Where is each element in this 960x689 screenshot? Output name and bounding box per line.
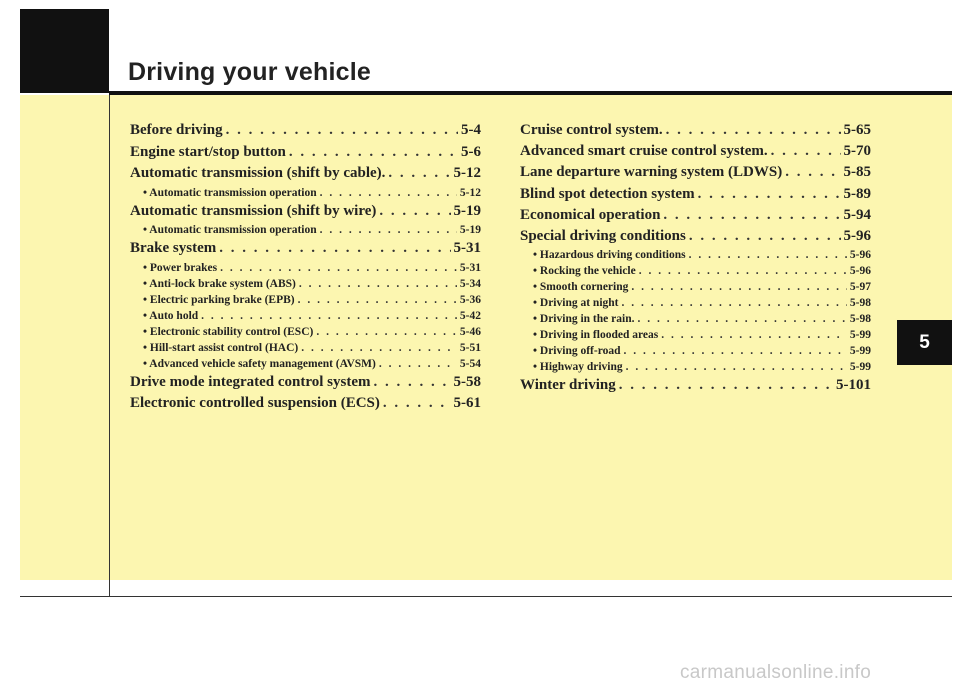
toc-label: Engine start/stop button bbox=[130, 143, 286, 160]
toc-label: • Driving off-road bbox=[533, 345, 621, 358]
toc-label: Electronic controlled suspension (ECS) bbox=[130, 395, 380, 411]
toc-subentry[interactable] bbox=[520, 313, 871, 329]
toc-subentry[interactable] bbox=[520, 265, 871, 281]
toc-page-number: 5-101 bbox=[836, 377, 871, 394]
toc-label: Lane departure warning system (LDWS) bbox=[520, 164, 783, 181]
toc-page-number: 5-12 bbox=[453, 165, 481, 181]
toc-subentry[interactable] bbox=[130, 262, 481, 278]
toc-label: Economical operation bbox=[520, 206, 661, 223]
toc-label: Special driving conditions bbox=[520, 227, 686, 244]
page-title: Driving your vehicle bbox=[128, 58, 371, 86]
toc-leader-dots bbox=[320, 224, 457, 236]
toc-page-number: 5-97 bbox=[849, 281, 871, 294]
toc-page-number: 5-19 bbox=[453, 202, 481, 219]
toc-leader-dots bbox=[320, 187, 457, 199]
toc-page-number: 5-12 bbox=[459, 186, 481, 199]
toc-label: Automatic transmission (shift by cable). bbox=[130, 165, 386, 181]
watermark: carmanualsonline.info bbox=[680, 662, 872, 683]
toc-leader-dots bbox=[637, 313, 846, 325]
toc-right-column bbox=[520, 122, 871, 398]
toc-label: Winter driving bbox=[520, 377, 616, 394]
toc-entry[interactable] bbox=[130, 203, 481, 225]
toc-entry[interactable] bbox=[130, 122, 481, 144]
toc-page-number: 5-4 bbox=[461, 122, 481, 138]
toc-page-number: 5-36 bbox=[459, 293, 481, 306]
toc-leader-dots bbox=[379, 203, 450, 220]
toc-label: • Advanced vehicle safety management (AVSM) bbox=[143, 357, 376, 370]
header-black-block bbox=[20, 9, 109, 93]
toc-page-number: 5-42 bbox=[459, 309, 481, 322]
toc-leader-dots bbox=[316, 326, 457, 338]
toc-leader-dots bbox=[301, 342, 457, 354]
toc-label: • Automatic transmission operation bbox=[143, 224, 317, 236]
toc-leader-dots bbox=[298, 294, 457, 306]
toc-entry[interactable] bbox=[520, 186, 871, 207]
toc-subentry[interactable] bbox=[130, 187, 481, 203]
toc-entry[interactable] bbox=[130, 240, 481, 262]
toc-subentry[interactable] bbox=[520, 329, 871, 345]
toc-page-number: 5-51 bbox=[459, 341, 481, 354]
toc-leader-dots bbox=[626, 361, 847, 373]
toc-label: Cruise control system. bbox=[520, 122, 663, 138]
toc-label: Before driving bbox=[130, 122, 223, 138]
toc-label: • Driving in flooded areas bbox=[533, 329, 659, 342]
toc-page-number: 5-58 bbox=[453, 373, 481, 390]
toc-label: Brake system bbox=[130, 240, 217, 256]
toc-page-number: 5-96 bbox=[849, 249, 871, 262]
toc-label: Blind spot detection system bbox=[520, 185, 695, 202]
toc-entry[interactable] bbox=[520, 207, 871, 228]
toc-label: • Highway driving bbox=[533, 361, 623, 374]
toc-page-number: 5-65 bbox=[843, 122, 871, 138]
chapter-tab[interactable]: 5 bbox=[897, 320, 952, 365]
toc-entry[interactable] bbox=[520, 377, 871, 398]
title-rule bbox=[109, 91, 952, 95]
toc-leader-dots bbox=[289, 144, 458, 161]
toc-subentry[interactable] bbox=[130, 224, 481, 240]
toc-leader-dots bbox=[220, 262, 457, 274]
toc-label: • Driving at night bbox=[533, 297, 619, 310]
toc-subentry[interactable] bbox=[130, 310, 481, 326]
toc-leader-dots bbox=[661, 329, 847, 341]
toc-label: • Rocking the vehicle bbox=[533, 265, 636, 278]
toc-leader-dots bbox=[388, 165, 450, 182]
toc-leader-dots bbox=[689, 228, 841, 245]
toc-label: • Auto hold bbox=[143, 309, 199, 322]
toc-label: • Smooth cornering bbox=[533, 281, 629, 294]
toc-entry[interactable] bbox=[130, 374, 481, 396]
toc-entry[interactable] bbox=[520, 122, 871, 143]
toc-label: • Electronic stability control (ESC) bbox=[143, 325, 314, 338]
toc-leader-dots bbox=[374, 374, 451, 391]
toc-entry[interactable] bbox=[520, 164, 871, 185]
toc-subentry[interactable] bbox=[520, 297, 871, 313]
toc-page-number: 5-34 bbox=[459, 277, 481, 290]
toc-leader-dots bbox=[226, 122, 458, 139]
toc-page-number: 5-96 bbox=[843, 227, 871, 244]
toc-page-number: 5-46 bbox=[459, 325, 481, 338]
toc-label: Automatic transmission (shift by wire) bbox=[130, 202, 377, 219]
toc-page-number: 5-31 bbox=[453, 240, 481, 256]
toc-page-number: 5-89 bbox=[843, 185, 871, 202]
toc-leader-dots bbox=[619, 377, 833, 394]
toc-subentry[interactable] bbox=[130, 326, 481, 342]
toc-leader-dots bbox=[689, 249, 847, 261]
toc-page-number: 5-99 bbox=[849, 345, 871, 358]
toc-page-number: 5-94 bbox=[843, 206, 871, 223]
toc-subentry[interactable] bbox=[130, 294, 481, 310]
toc-leader-dots bbox=[631, 281, 847, 293]
toc-leader-dots bbox=[771, 143, 841, 160]
toc-label: Drive mode integrated control system bbox=[130, 373, 371, 390]
margin-line bbox=[109, 95, 110, 597]
toc-entry[interactable] bbox=[520, 143, 871, 164]
toc-page-number: 5-70 bbox=[843, 143, 871, 160]
toc-page-number: 5-54 bbox=[459, 357, 481, 370]
toc-entry[interactable] bbox=[130, 395, 481, 417]
toc-page-number: 5-98 bbox=[849, 297, 871, 310]
toc-subentry[interactable] bbox=[520, 345, 871, 361]
toc-leader-dots bbox=[299, 278, 457, 290]
toc-leader-dots bbox=[219, 240, 450, 257]
toc-page-number: 5-96 bbox=[849, 265, 871, 278]
toc-leader-dots bbox=[698, 186, 841, 203]
toc-entry[interactable] bbox=[130, 165, 481, 187]
toc-leader-dots bbox=[379, 358, 457, 370]
toc-label: • Driving in the rain. bbox=[533, 313, 635, 326]
toc-entry[interactable] bbox=[130, 144, 481, 166]
toc-label: • Hill-start assist control (HAC) bbox=[143, 341, 299, 354]
toc-page-number: 5-85 bbox=[843, 164, 871, 181]
toc-subentry[interactable] bbox=[520, 361, 871, 377]
toc-label: Advanced smart cruise control system. bbox=[520, 143, 768, 160]
toc-page-number: 5-6 bbox=[461, 143, 481, 160]
toc-subentry[interactable] bbox=[520, 281, 871, 297]
toc-leader-dots bbox=[639, 265, 847, 277]
toc-label: • Automatic transmission operation bbox=[143, 186, 317, 199]
toc-page-number: 5-61 bbox=[453, 395, 481, 411]
toc-leader-dots bbox=[201, 310, 457, 322]
toc-leader-dots bbox=[622, 297, 847, 309]
toc-subentry[interactable] bbox=[130, 278, 481, 294]
toc-page-number: 5-98 bbox=[849, 313, 871, 326]
toc-left-column bbox=[130, 122, 481, 417]
toc-leader-dots bbox=[663, 207, 840, 224]
toc-page-number: 5-99 bbox=[849, 361, 871, 374]
toc-leader-dots bbox=[383, 395, 451, 412]
toc-subentry[interactable] bbox=[520, 249, 871, 265]
toc-page-number: 5-31 bbox=[459, 261, 481, 274]
toc-entry[interactable] bbox=[520, 228, 871, 249]
toc-subentry[interactable] bbox=[130, 342, 481, 358]
toc-page-number: 5-99 bbox=[849, 329, 871, 342]
toc-label: • Electric parking brake (EPB) bbox=[143, 293, 295, 306]
toc-leader-dots bbox=[666, 122, 841, 139]
bottom-rule bbox=[20, 596, 952, 597]
toc-label: • Power brakes bbox=[143, 261, 218, 274]
toc-label: • Hazardous driving conditions bbox=[533, 249, 686, 262]
toc-leader-dots bbox=[785, 164, 840, 181]
toc-subentry[interactable] bbox=[130, 358, 481, 374]
toc-page-number: 5-19 bbox=[459, 224, 481, 236]
toc-label: • Anti-lock brake system (ABS) bbox=[143, 277, 296, 290]
toc-leader-dots bbox=[624, 345, 847, 357]
